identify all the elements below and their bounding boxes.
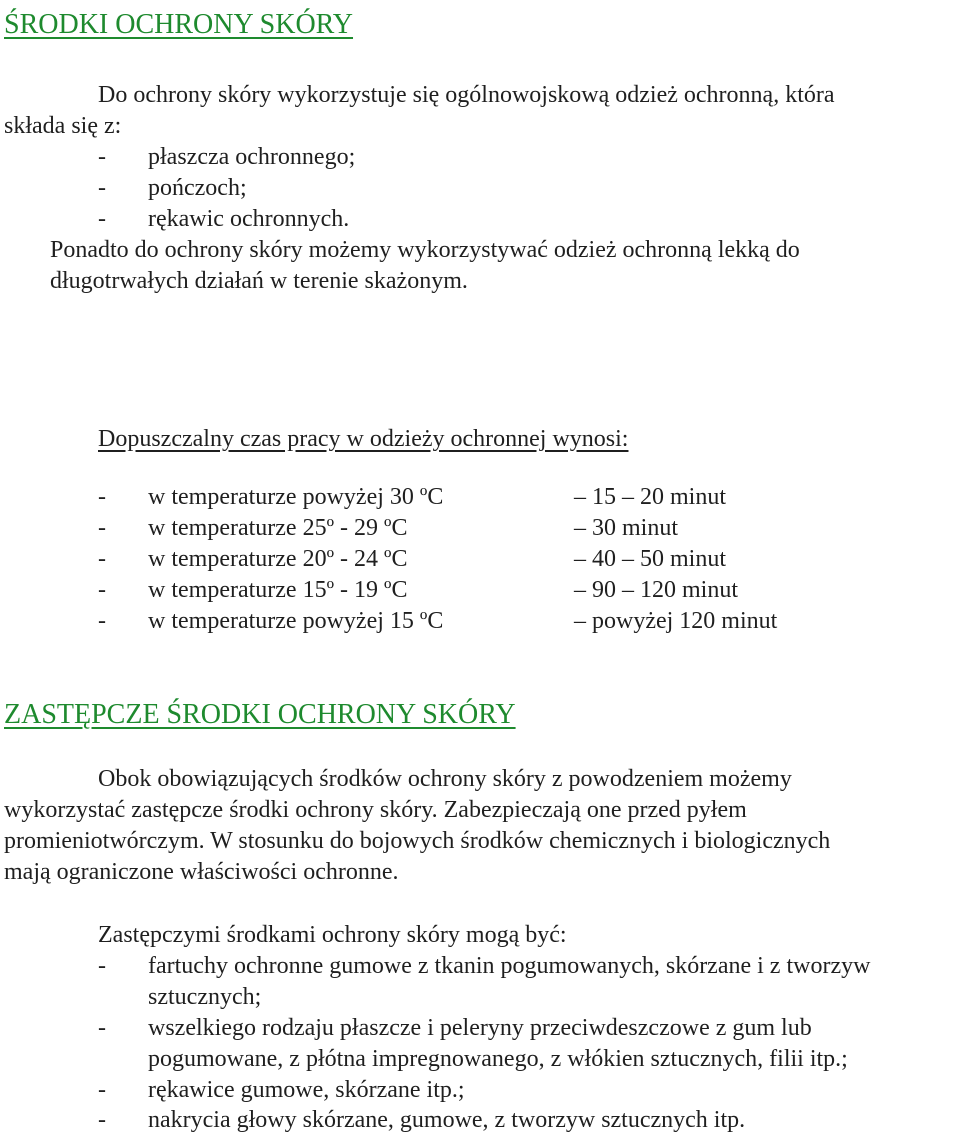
section-title-substitute-protection: ZASTĘPCZE ŚRODKI OCHRONY SKÓRY [4,699,516,730]
list-item-continuation: pogumowane, z płótna impregnowanego, z włókien sztucznych, filii itp.; [148,1046,848,1072]
table-row: - w temperaturze 15º - 19 ºC – 90 – 120 minut [98,575,858,606]
list-item-text: rękawice gumowe, skórzane itp.; [148,1077,465,1103]
para-line-3: promieniotwórczym. W stosunku do bojowych środków chemicznych i biologicznych [4,828,831,854]
extra-line-2: długotrwałych działań w terenie skażonym. [50,268,468,294]
row-duration: – 30 minut [574,515,679,541]
list-item-text: pończoch; [148,175,247,201]
list-item-text: fartuchy ochronne gumowe z tkanin pogumowanych, skórzane i z tworzyw [148,953,871,979]
row-condition: w temperaturze 15º - 19 ºC [148,577,408,603]
para-line-1: Obok obowiązujących środków ochrony skóry z powodzeniem możemy [98,766,792,792]
para-line-4: mają ograniczone właściwości ochronne. [4,859,399,885]
row-condition: w temperaturze 20º - 24 ºC [148,546,408,572]
list-item-text: wszelkiego rodzaju płaszcze i peleryny przeciwdeszczowe z gum lub [148,1015,812,1041]
list-item-continuation: sztucznych; [148,984,262,1010]
intro-line-2: składa się z: [4,113,122,139]
row-duration: – 90 – 120 minut [574,577,739,603]
extra-line-1: Ponadto do ochrony skóry możemy wykorzystywać odzież ochronną lekką do [50,237,800,263]
row-condition: w temperaturze powyżej 15 ºC [148,608,444,634]
table-row: - w temperaturze powyżej 15 ºC – powyżej 120 minut [98,606,858,637]
table-row: - w temperaturze 20º - 24 ºC – 40 – 50 minut [98,544,858,575]
section-title-skin-protection: ŚRODKI OCHRONY SKÓRY [4,9,354,40]
work-time-title: Dopuszczalny czas pracy w odzieży ochronnej wynosi: [98,426,629,452]
list-item-text: rękawic ochronnych. [148,206,350,232]
row-condition: w temperaturze powyżej 30 ºC [148,484,444,510]
row-condition: w temperaturze 25º - 29 ºC [148,515,408,541]
row-duration: – 40 – 50 minut [574,546,727,572]
row-duration: – powyżej 120 minut [574,608,778,634]
intro-line-1: Do ochrony skóry wykorzystuje się ogólnowojskową odzież ochronną, która [98,82,835,108]
para-line-2: wykorzystać zastępcze środki ochrony skóry. Zabezpieczają one przed pyłem [4,797,747,823]
row-duration: – 15 – 20 minut [574,484,727,510]
list-intro: Zastępczymi środkami ochrony skóry mogą być: [98,922,567,948]
table-row: - w temperaturze powyżej 30 ºC – 15 – 20 minut [98,482,858,513]
list-item-text: nakrycia głowy skórzane, gumowe, z tworzyw sztucznych itp. [148,1107,746,1133]
table-row: - w temperaturze 25º - 29 ºC – 30 minut [98,513,858,544]
list-item-text: płaszcza ochronnego; [148,144,356,170]
